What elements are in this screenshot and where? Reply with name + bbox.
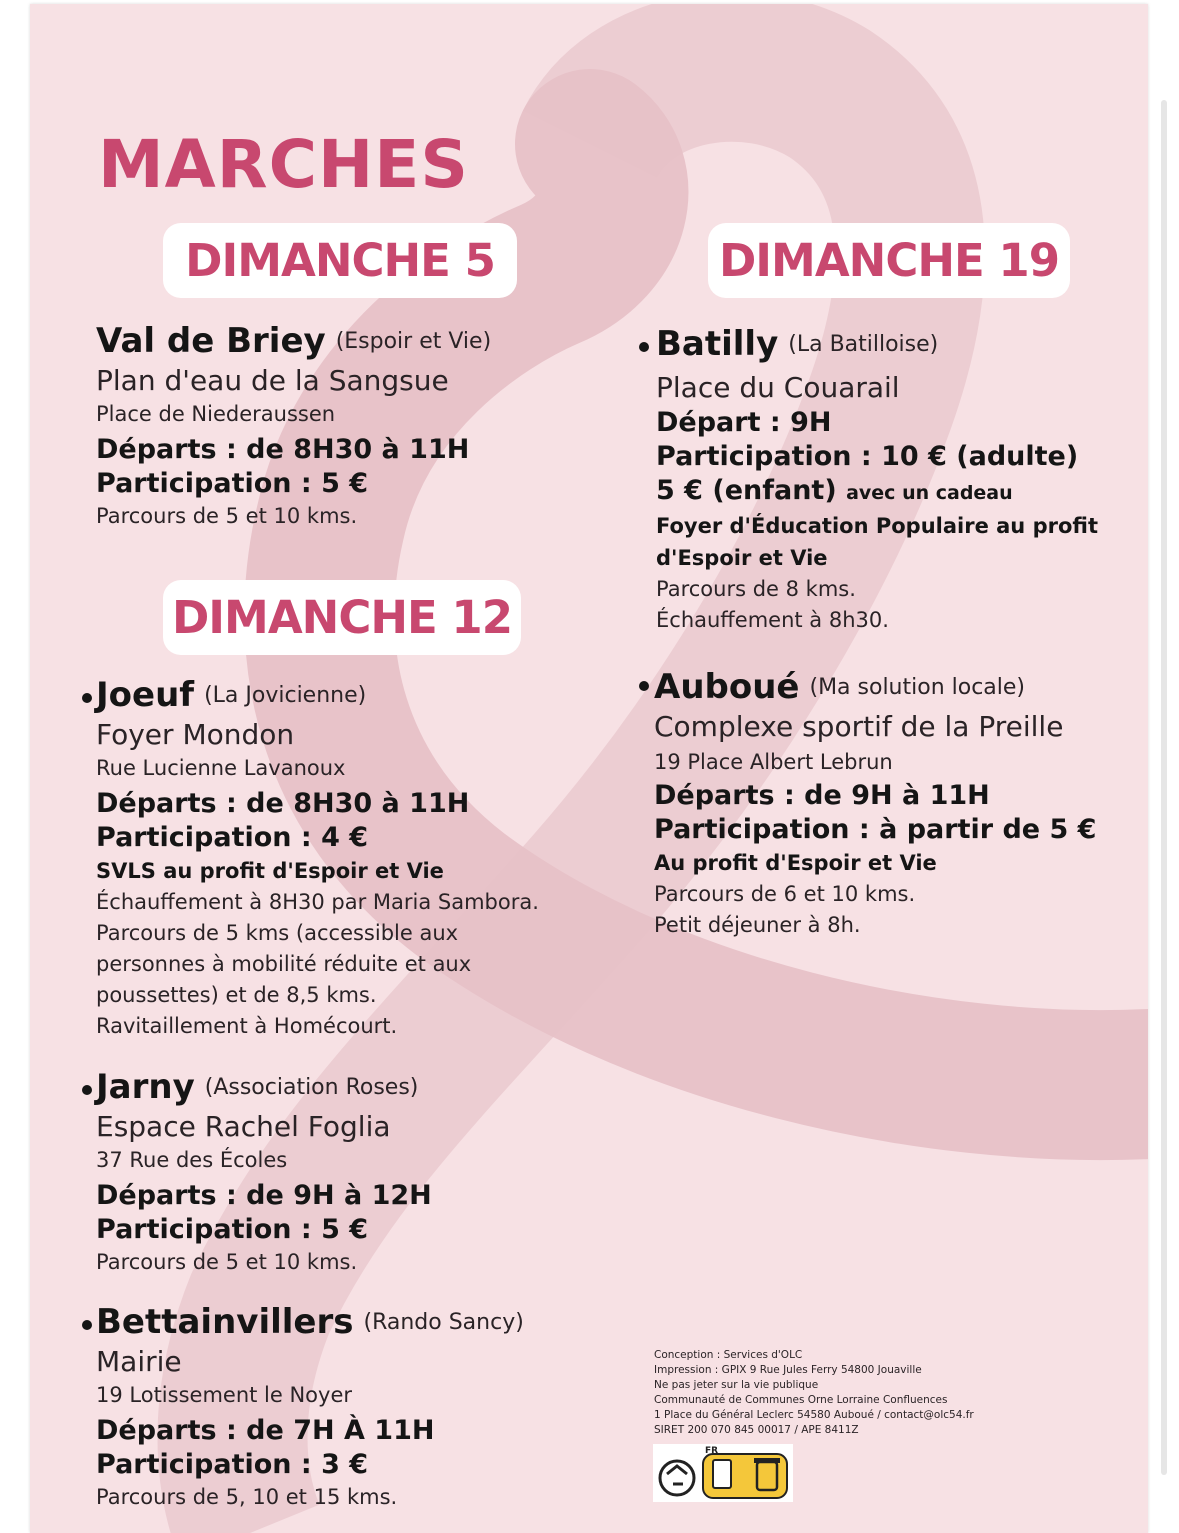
event-address: 19 Lotissement le Noyer — [96, 1383, 353, 1407]
event-note: Échauffement à 8H30 par Maria Sambora. — [96, 890, 539, 914]
day-heading-dimanche-5: DIMANCHE 5 — [163, 223, 517, 298]
bullet-icon — [639, 342, 649, 352]
logo-label: FR — [705, 1446, 719, 1456]
event-batilly — [656, 323, 1098, 636]
event-note: personnes à mobilité réduite et aux — [96, 952, 472, 976]
event-place: Plan d'eau de la Sangsue — [96, 364, 449, 397]
credit-line: Conception : Services d'OLC — [654, 1349, 803, 1361]
bullet-icon — [82, 1320, 92, 1330]
event-address: 19 Place Albert Lebrun — [654, 750, 893, 774]
event-beneficiary: d'Espoir et Vie — [656, 546, 828, 570]
event-participation: Participation : 5 € — [96, 468, 369, 499]
event-name: Auboué (Ma solution locale) — [654, 667, 1026, 707]
event-jarny — [96, 1066, 432, 1278]
event-address: 37 Rue des Écoles — [96, 1148, 288, 1172]
credit-line: Communauté de Communes Orne Lorraine Confluences — [654, 1394, 948, 1406]
scrollbar[interactable] — [1161, 100, 1167, 1475]
event-auboue — [654, 666, 1096, 941]
event-address: Place de Niederaussen — [96, 402, 336, 426]
event-note: Ravitaillement à Homécourt. — [96, 1014, 398, 1038]
event-note: Parcours de 5 et 10 kms. — [96, 1250, 358, 1274]
flyer-page — [30, 4, 1148, 1533]
recycle-icon — [660, 1461, 694, 1495]
credits — [654, 1348, 974, 1438]
day-heading-dimanche-12: DIMANCHE 12 — [163, 580, 521, 655]
credit-line: Impression : GPIX 9 Rue Jules Ferry 54800 Jouaville — [654, 1364, 922, 1376]
event-beneficiary: Foyer d'Éducation Populaire au profit — [656, 514, 1098, 538]
event-departs: Départs : de 9H à 12H — [96, 1180, 432, 1211]
event-place: Complexe sportif de la Preille — [654, 710, 1064, 743]
credit-line: 1 Place du Général Leclerc 54580 Auboué / contact@olc54.fr — [654, 1409, 974, 1421]
event-note: poussettes) et de 8,5 kms. — [96, 983, 377, 1007]
event-name: Bettainvillers (Rando Sancy) — [96, 1302, 524, 1342]
event-note: Petit déjeuner à 8h. — [654, 913, 861, 937]
event-name: Batilly (La Batilloise) — [656, 324, 939, 364]
event-participation: Participation : 3 € — [96, 1449, 369, 1480]
event-participation: Participation : à partir de 5 € — [654, 814, 1097, 845]
event-val-de-briey — [96, 320, 491, 532]
event-beneficiary: SVLS au profit d'Espoir et Vie — [96, 859, 444, 883]
event-bettainvillers — [96, 1301, 524, 1513]
credit-line: SIRET 200 070 845 00017 / APE 8411Z — [654, 1424, 859, 1436]
event-name: Val de Briey (Espoir et Vie) — [96, 321, 492, 361]
event-note: Parcours de 5, 10 et 15 kms. — [96, 1485, 398, 1509]
event-participation-child: 5 € (enfant) avec un cadeau — [656, 475, 1013, 506]
event-name: Joeuf (La Jovicienne) — [96, 675, 367, 715]
event-note: Parcours de 8 kms. — [656, 577, 856, 601]
event-departs: Départs : de 8H30 à 11H — [96, 434, 470, 465]
paper-icon — [713, 1460, 731, 1488]
credit-line: Ne pas jeter sur la vie publique — [654, 1379, 819, 1391]
event-place: Mairie — [96, 1345, 182, 1378]
event-beneficiary: Au profit d'Espoir et Vie — [654, 851, 937, 875]
event-note: Échauffement à 8h30. — [656, 608, 889, 632]
day-heading-dimanche-19: DIMANCHE 19 — [708, 223, 1070, 298]
event-place: Place du Couarail — [656, 371, 900, 404]
event-place: Espace Rachel Foglia — [96, 1110, 391, 1143]
event-participation: Participation : 10 € (adulte) — [656, 441, 1079, 472]
bullet-icon — [82, 693, 92, 703]
bullet-icon — [82, 1085, 92, 1095]
page-title: MARCHES — [98, 126, 469, 203]
event-departs: Départs : de 7H À 11H — [96, 1415, 435, 1446]
event-note: Parcours de 5 et 10 kms. — [96, 504, 358, 528]
event-name: Jarny (Association Roses) — [96, 1067, 419, 1107]
event-joeuf — [96, 674, 539, 1042]
event-departs: Départs : de 9H à 11H — [654, 780, 990, 811]
event-participation: Participation : 4 € — [96, 822, 369, 853]
event-participation: Participation : 5 € — [96, 1214, 369, 1245]
event-address: Rue Lucienne Lavanoux — [96, 756, 346, 780]
event-place: Foyer Mondon — [96, 718, 295, 751]
bullet-icon — [639, 681, 649, 691]
event-departs: Départs : de 8H30 à 11H — [96, 788, 470, 819]
event-note: Parcours de 6 et 10 kms. — [654, 882, 916, 906]
event-note: Parcours de 5 kms (accessible aux — [96, 921, 459, 945]
recycling-logos — [653, 1444, 793, 1502]
event-departs: Départ : 9H — [656, 407, 832, 438]
